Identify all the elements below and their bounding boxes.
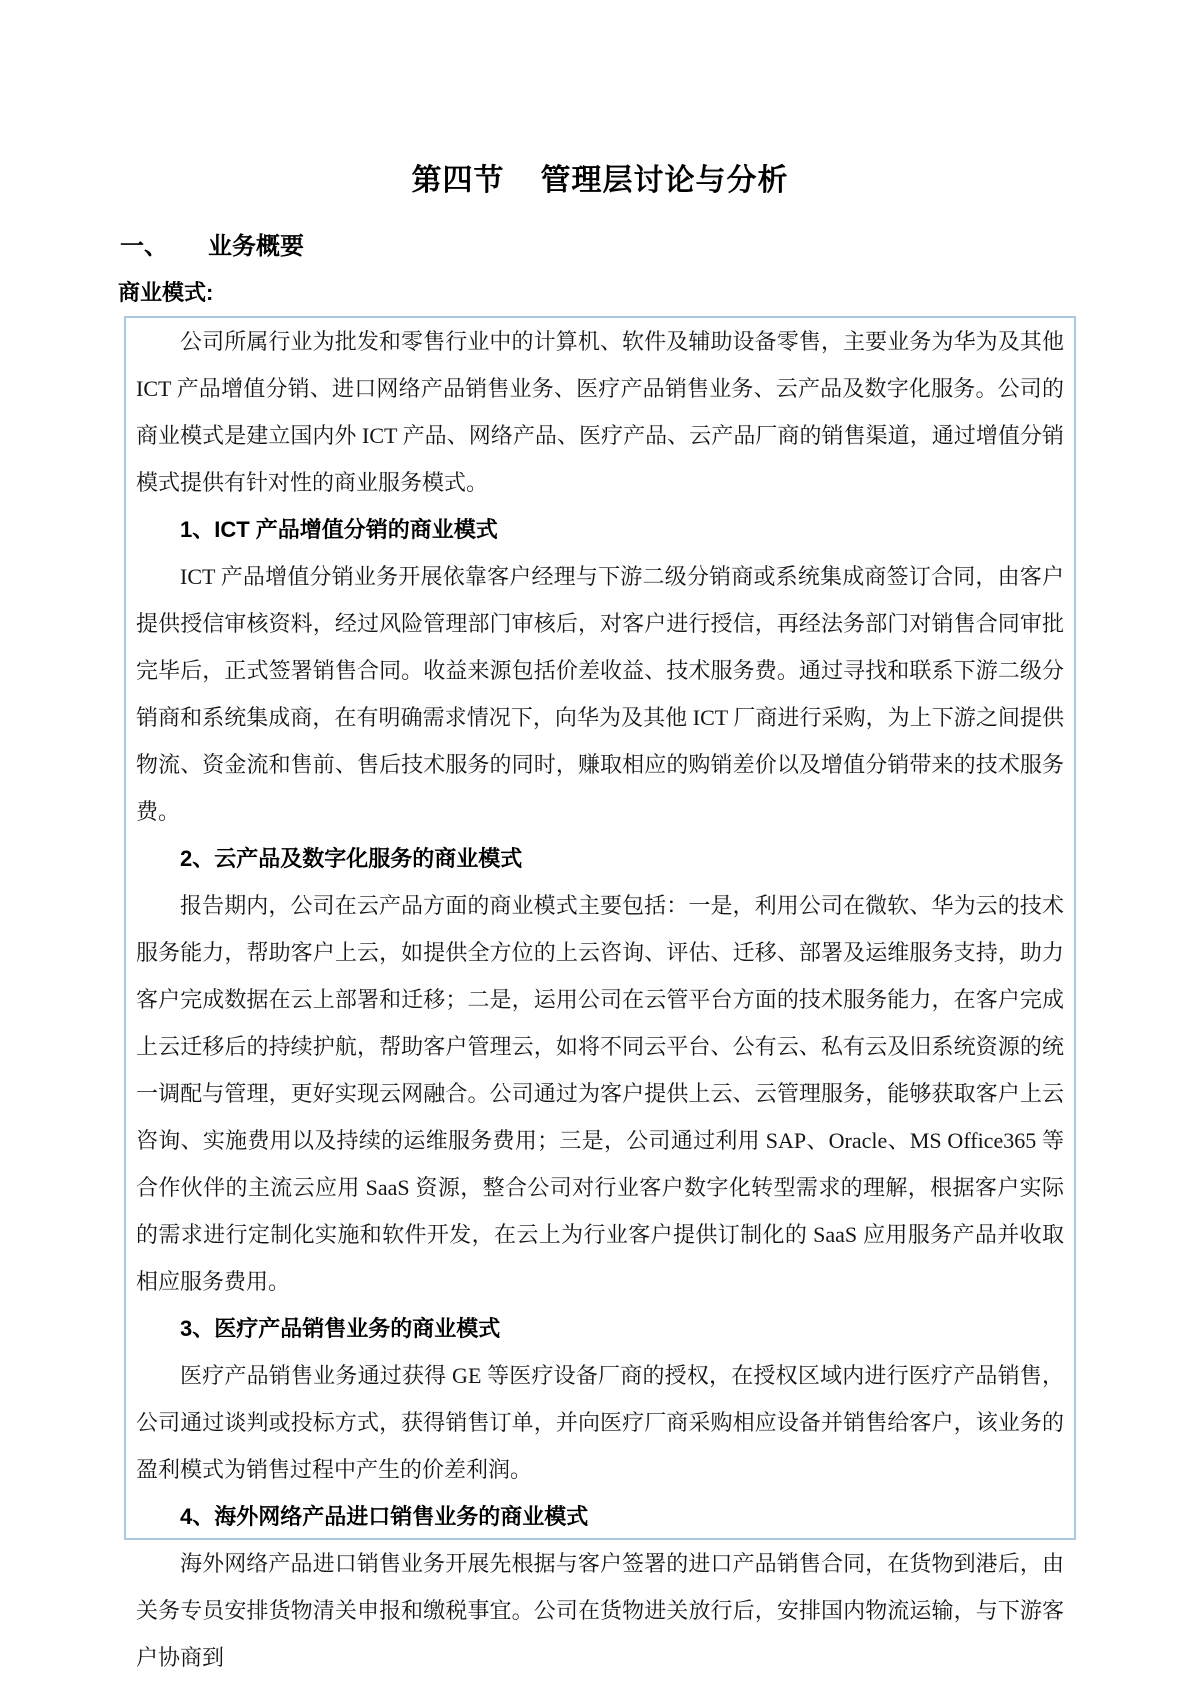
subsection-1-heading: 1、ICT 产品增值分销的商业模式: [180, 517, 498, 542]
overview-numeral: 一、: [120, 233, 168, 260]
section-name: 管理层讨论与分析: [540, 164, 789, 197]
subsection-4-body: 海外网络产品进口销售业务开展先根据与客户签署的进口产品销售合同，在货物到港后，由关务专员安排货物清关申报和缴税事宜。公司在货物进关放行后，安排国内物流运输，与下游客户协商到: [136, 1551, 1064, 1670]
business-model-label: 商业模式:: [118, 280, 214, 305]
document-title: [0, 162, 1200, 200]
subsection-4-heading: 4、海外网络产品进口销售业务的商业模式: [180, 1504, 589, 1529]
section-number: 第四节: [411, 164, 505, 197]
subsection-3-body: 医疗产品销售业务通过获得 GE 等医疗设备厂商的授权，在授权区域内进行医疗产品销售，公司通过谈判或投标方式，获得销售订单，并向医疗厂商采购相应设备并销售给客户，该业务的盈利模式为销售过程中产生的价差利润。: [136, 1363, 1064, 1482]
business-model-box: [124, 316, 1076, 1670]
subsection-3-heading: 3、医疗产品销售业务的商业模式: [180, 1316, 501, 1341]
subsection-1-body: ICT 产品增值分销业务开展依靠客户经理与下游二级分销商或系统集成商签订合同，由客户提供授信审核资料，经过风险管理部门审核后，对客户进行授信，再经法务部门对销售合同审批完毕后，正式签署销售合同。收益来源包括价差收益、技术服务费。通过寻找和联系下游二级分销商和系统集成商，在有明确需求情况下，向华为及其他 ICT 厂商进行采购，为上下游之间提供物流、资金流和售前、售后技术服务的同时，赚取相应的购销差价以及增值分销带来的技术服务费。: [136, 564, 1064, 824]
intro-paragraph: 公司所属行业为批发和零售行业中的计算机、软件及辅助设备零售，主要业务为华为及其他 ICT 产品增值分销、进口网络产品销售业务、医疗产品销售业务、云产品及数字化服务。公司的商业模式是建立国内外 ICT 产品、网络产品、医疗产品、云产品厂商的销售渠道，通过增值分销模式提供有针对性的商业服务模式。: [136, 329, 1064, 495]
overview-heading: [120, 231, 304, 263]
subsection-2-body: 报告期内，公司在云产品方面的商业模式主要包括：一是，利用公司在微软、华为云的技术服务能力，帮助客户上云，如提供全方位的上云咨询、评估、迁移、部署及运维服务支持，助力客户完成数据在云上部署和迁移；二是，运用公司在云管平台方面的技术服务能力，在客户完成上云迁移后的持续护航，帮助客户管理云，如将不同云平台、公有云、私有云及旧系统资源的统一调配与管理，更好实现云网融合。公司通过为客户提供上云、云管理服务，能够获取客户上云咨询、实施费用以及持续的运维服务费用；三是，公司通过利用 SAP、Oracle、MS Office365 等合作伙伴的主流云应用 SaaS 资源，整合公司对行业客户数字化转型需求的理解，根据客户实际的需求进行定制化实施和软件开发，在云上为行业客户提供订制化的 SaaS 应用服务产品并收取相应服务费用。: [136, 893, 1064, 1294]
subsection-2-heading: 2、云产品及数字化服务的商业模式: [180, 846, 523, 871]
overview-title: 业务概要: [208, 233, 304, 260]
